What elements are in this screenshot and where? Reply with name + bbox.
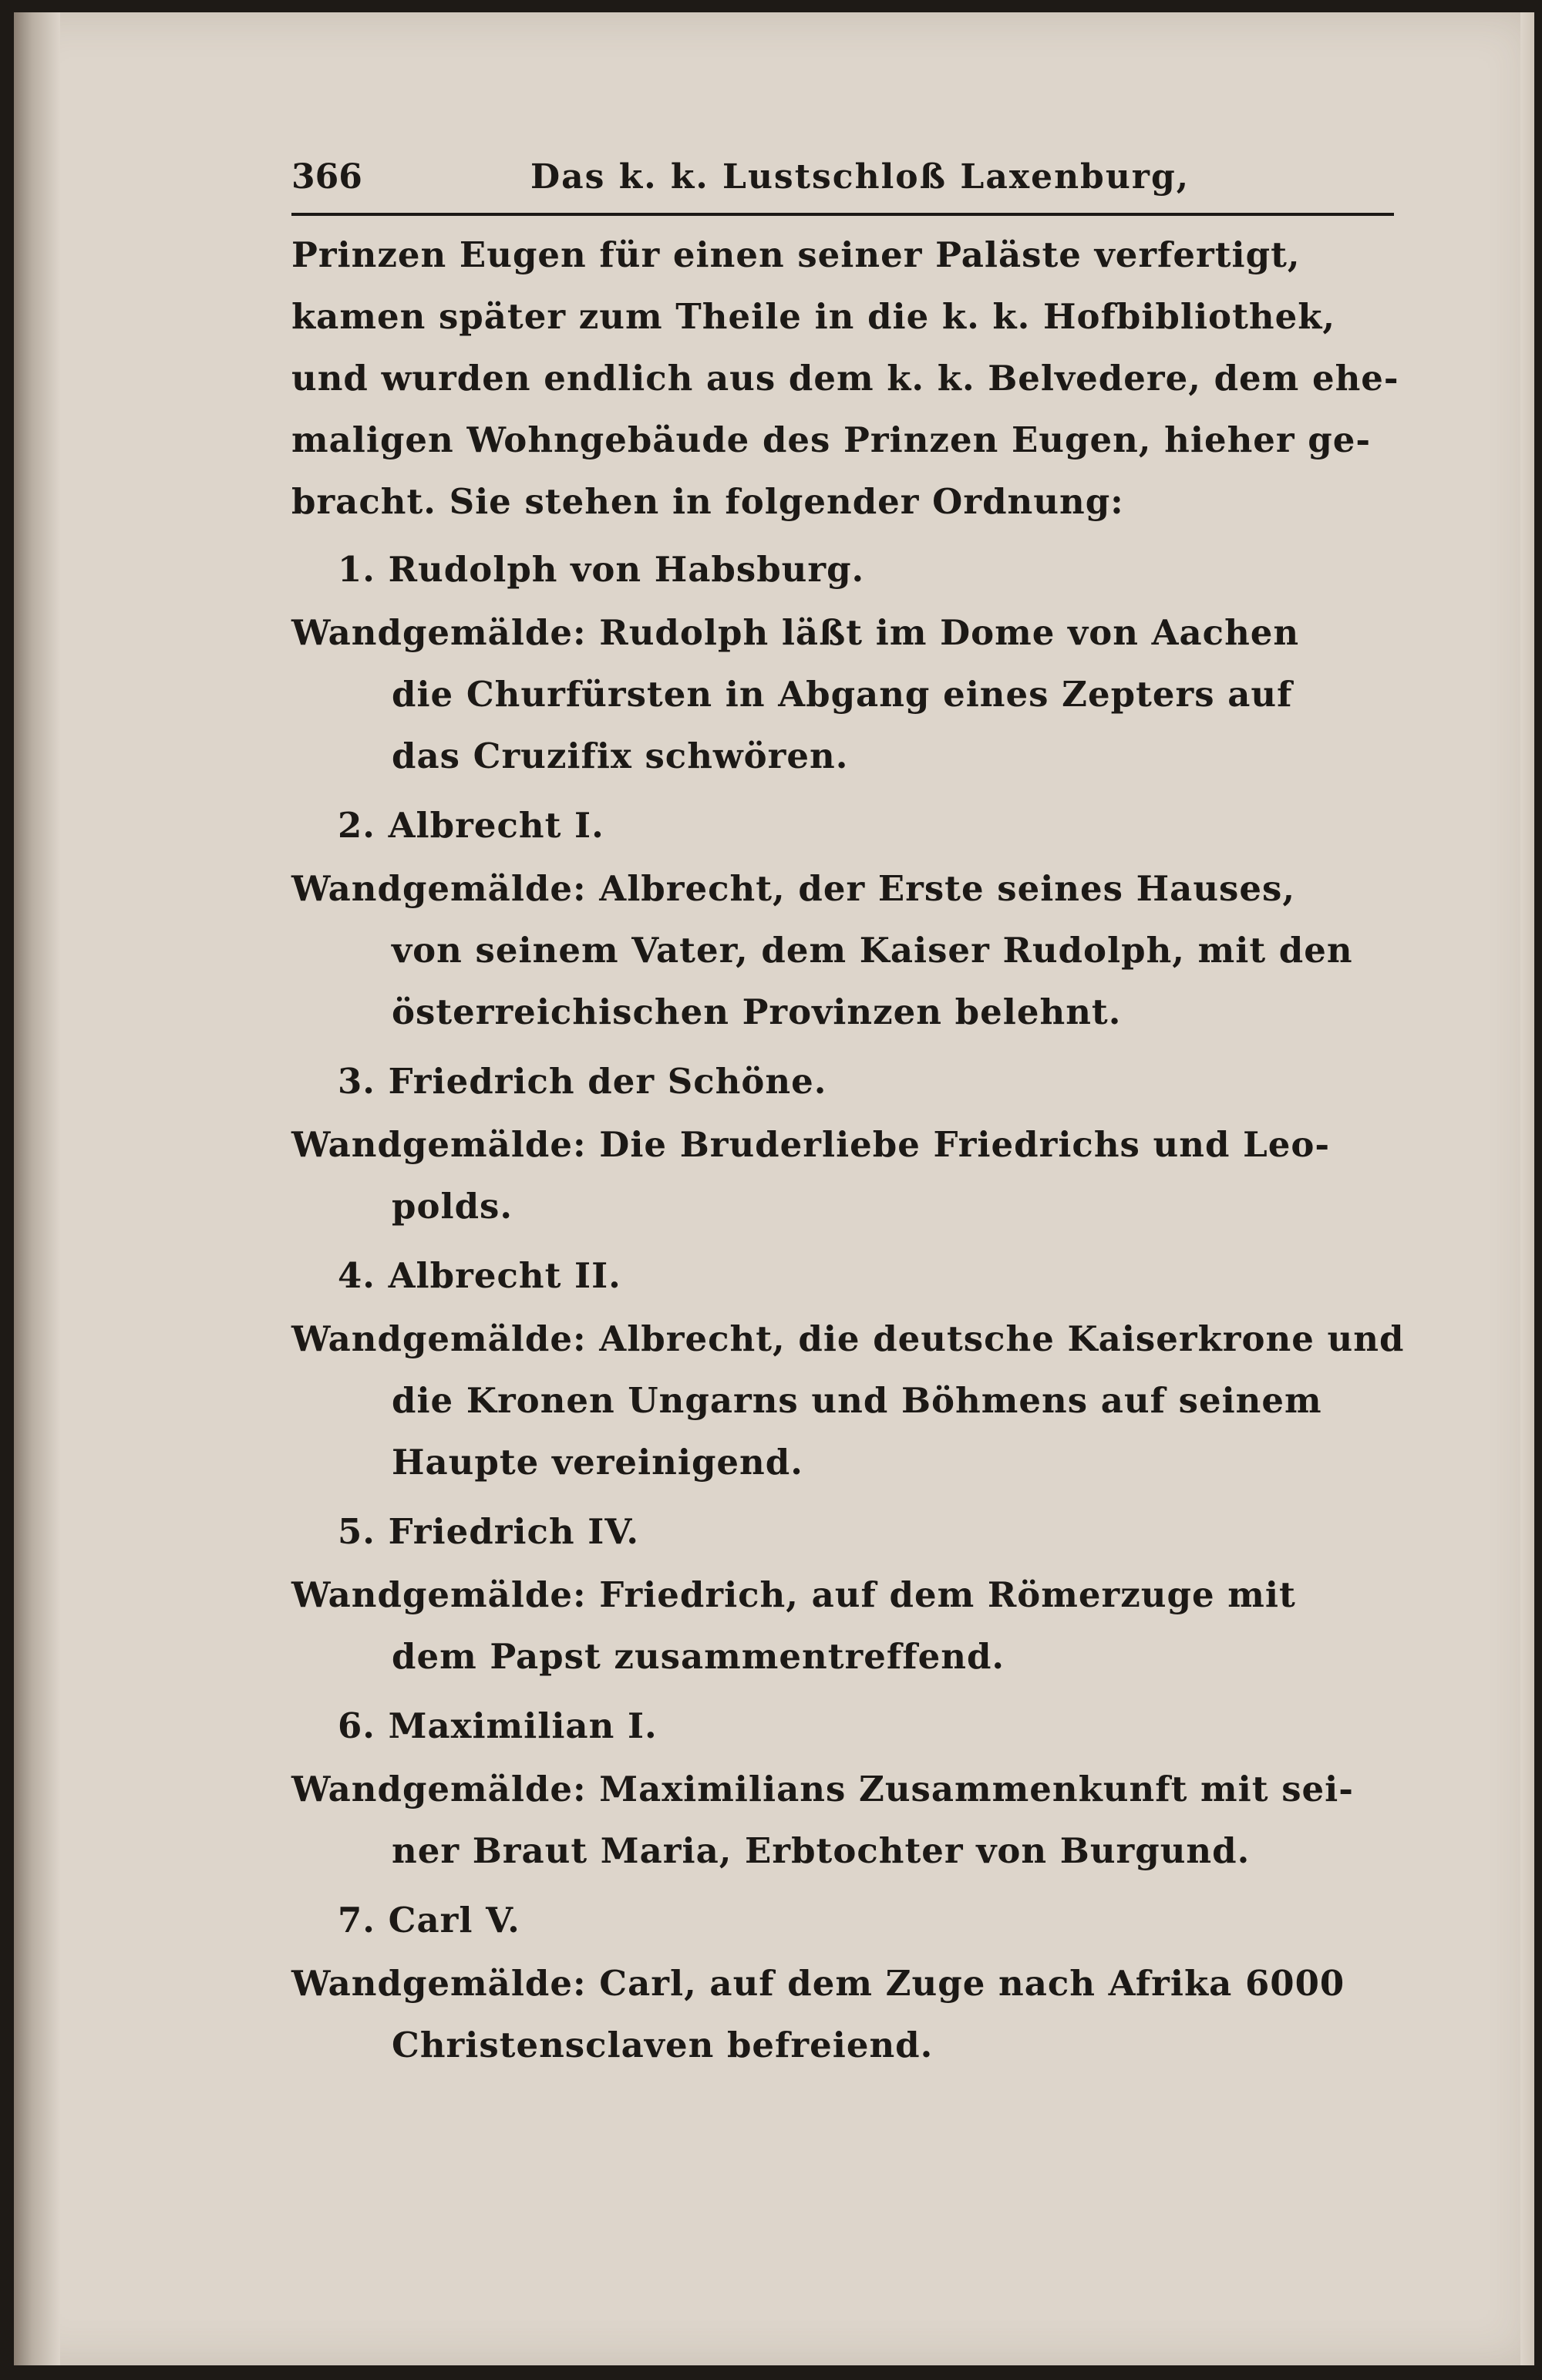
entry-2-line-1: Wandgemälde: Albrecht, der Erste seines Hauses, (291, 868, 1296, 909)
entry-5-line-1: Wandgemälde: Friedrich, auf dem Römerzuge mit (291, 1574, 1296, 1615)
entry-7-heading: 7. Carl V. (338, 1900, 520, 1941)
entry-1-line-2: die Churfürsten in Abgang eines Zepters auf (392, 674, 1293, 715)
book-page (14, 12, 1534, 2365)
entry-2-heading: 2. Albrecht I. (338, 805, 604, 846)
entry-7-line-2: Christensclaven befreiend. (392, 2025, 934, 2065)
intro-line-4: maligen Wohngebäude des Prinzen Eugen, hieher ge- (291, 419, 1372, 460)
page-content (291, 151, 1405, 2065)
entry-6-line-2: ner Braut Maria, Erbtochter von Burgund. (392, 1830, 1251, 1871)
intro-line-5: bracht. Sie stehen in folgender Ordnung: (291, 481, 1124, 522)
entry-1-line-3: das Cruzifix schwören. (392, 736, 849, 776)
entry-4-line-3: Haupte vereinigend. (392, 1442, 803, 1483)
entry-1-line-1: Wandgemälde: Rudolph läßt im Dome von Aachen (291, 612, 1300, 653)
intro-line-2: kamen später zum Theile in die k. k. Hofbibliothek, (291, 296, 1336, 337)
entry-3-line-1: Wandgemälde: Die Bruderliebe Friedrichs und Leo- (291, 1124, 1331, 1165)
page-header (291, 151, 1394, 216)
entry-4-line-1: Wandgemälde: Albrecht, die deutsche Kaiserkrone und (291, 1318, 1405, 1359)
entry-4-line-2: die Kronen Ungarns und Böhmens auf seinem (392, 1380, 1322, 1421)
entry-6-heading: 6. Maximilian I. (338, 1705, 658, 1746)
entry-2-line-2: von seinem Vater, dem Kaiser Rudolph, mit den (392, 930, 1353, 971)
entry-6-line-1: Wandgemälde: Maximilians Zusammenkunft mit sei- (291, 1769, 1354, 1809)
running-head: Das k. k. Lustschloß Laxenburg, (530, 157, 1190, 197)
entry-4-heading: 4. Albrecht II. (338, 1255, 621, 1296)
page-gutter (14, 12, 60, 2365)
entry-7-line-1: Wandgemälde: Carl, auf dem Zuge nach Afrika 6000 (291, 1963, 1345, 2004)
entry-1-heading: 1. Rudolph von Habsburg. (338, 549, 865, 590)
page-edge (1520, 12, 1534, 2365)
intro-line-3: und wurden endlich aus dem k. k. Belvedere, dem ehe- (291, 358, 1399, 399)
intro-line-1: Prinzen Eugen für einen seiner Paläste verfertigt, (291, 234, 1301, 275)
entry-3-heading: 3. Friedrich der Schöne. (338, 1061, 827, 1102)
page-number: 366 (291, 157, 362, 197)
entry-5-heading: 5. Friedrich IV. (338, 1511, 640, 1552)
entry-5-line-2: dem Papst zusammentreffend. (392, 1636, 1005, 1677)
entry-2-line-3: österreichischen Provinzen belehnt. (392, 991, 1122, 1032)
entry-3-line-2: polds. (392, 1186, 513, 1227)
